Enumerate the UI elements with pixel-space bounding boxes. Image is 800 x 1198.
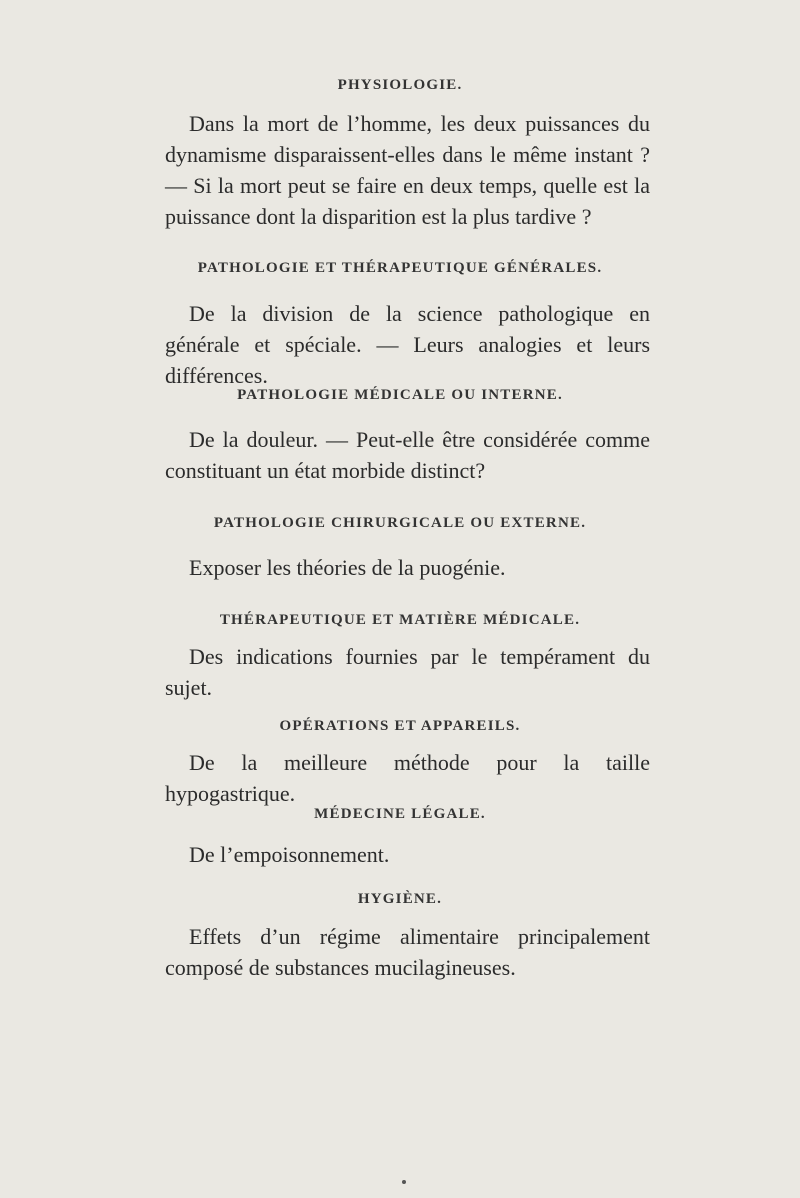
section-text-pathologie-generale: De la division de la science pathologique en générale et spéciale. — Leurs analogies et leurs différences. (165, 301, 650, 388)
section-heading-operations: OPÉRATIONS ET APPAREILS. (279, 718, 521, 734)
section-text-pathologie-medicale: De la douleur. — Peut-elle être considérée comme constituant un état morbide distinct? (165, 427, 650, 483)
section-text-therapeutique: Des indications fournies par le tempérament du sujet. (165, 644, 650, 700)
section-heading-physiologie: PHYSIOLOGIE. (337, 77, 463, 93)
section-heading-pathologie-generale: PATHOLOGIE ET THÉRAPEUTIQUE GÉNÉRALES. (197, 260, 603, 276)
section-text-operations: De la meilleure méthode pour la taille hypogastrique. (165, 750, 650, 806)
page-speck (402, 1180, 406, 1184)
section-heading-medecine-legale: MÉDECINE LÉGALE. (314, 806, 486, 822)
section-heading-therapeutique: THÉRAPEUTIQUE ET MATIÈRE MÉDICALE. (219, 612, 581, 628)
section-text-medecine-legale: De l’empoisonnement. (189, 842, 390, 867)
section-text-pathologie-chirurgicale: Exposer les théories de la puogénie. (189, 555, 506, 580)
section-heading-hygiene: HYGIÈNE. (357, 891, 443, 907)
section-text-physiologie: Dans la mort de l’homme, les deux puissances du dynamisme disparaissent-elles dans le même instant ? — Si la mort peut se faire en deux temps, quelle est la puissance dont la disparition est la plus tardive ? (165, 111, 650, 229)
section-text-hygiene: Effets d’un régime alimentaire principalement composé de substances mucilagineuses. (165, 924, 650, 980)
section-heading-pathologie-medicale: PATHOLOGIE MÉDICALE OU INTERNE. (237, 387, 563, 403)
section-heading-pathologie-chirurgicale: PATHOLOGIE CHIRURGICALE OU EXTERNE. (213, 515, 587, 531)
